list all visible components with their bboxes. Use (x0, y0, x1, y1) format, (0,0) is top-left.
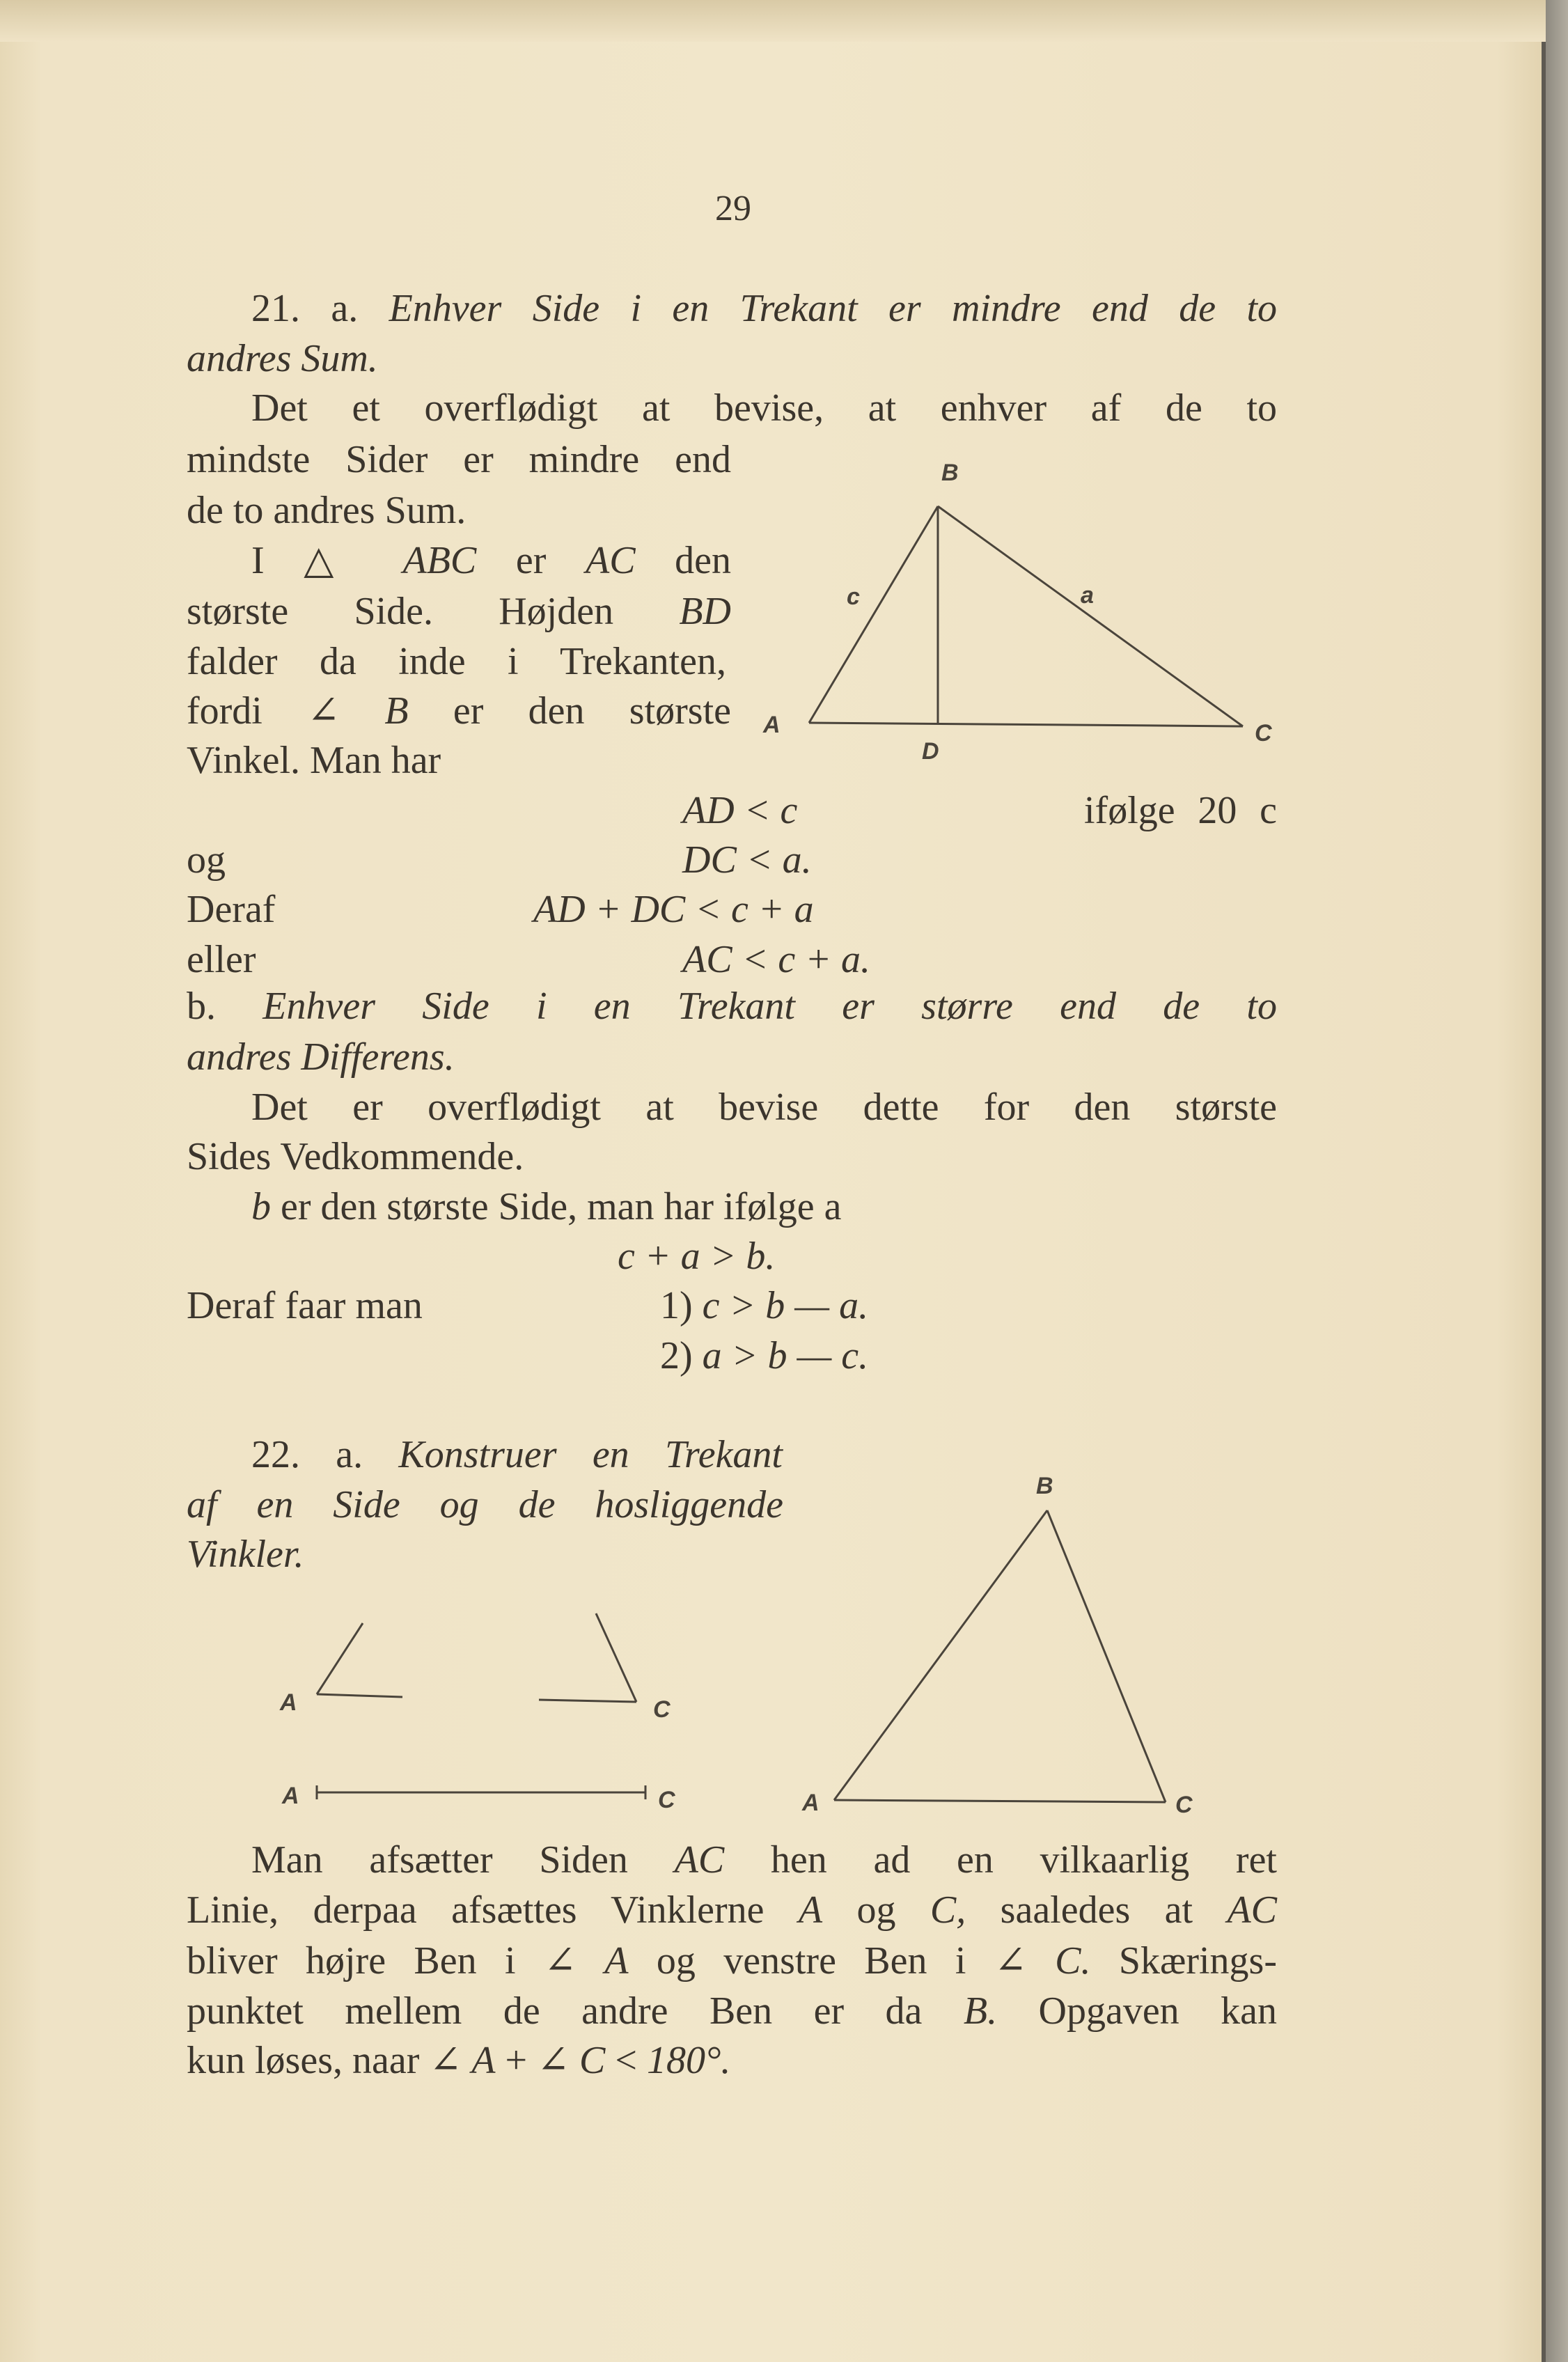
italic-text: andres Differens. (187, 1035, 455, 1079)
figure-given-angles (279, 1613, 675, 1813)
label-tri-a: A (802, 1790, 820, 1816)
angle-a-base (317, 1694, 402, 1697)
text-segment: og (187, 838, 226, 882)
text-segment: 2) (660, 1334, 703, 1377)
italic-text: Vinkler. (187, 1533, 304, 1576)
italic-text: AC < c + a. (682, 938, 870, 981)
label-angle-a: A (280, 1689, 297, 1716)
italic-text: B (384, 689, 409, 733)
text-segment: saaledes at (966, 1888, 1228, 1932)
text-segment: I △ (251, 539, 403, 582)
italic-text: c + a > b. (618, 1235, 776, 1278)
text-segment: er den største (408, 689, 731, 733)
side-b (809, 723, 1243, 726)
side-bc (1047, 1510, 1166, 1802)
text-segment: 1) (660, 1284, 703, 1327)
label-c: C (1255, 720, 1272, 746)
italic-text: C. (1055, 1939, 1091, 1982)
text-segment: < (605, 2039, 647, 2082)
side-ab (834, 1510, 1047, 1800)
label-seg-c: C (658, 1787, 675, 1813)
text-segment: største Side. Højden (187, 590, 680, 633)
italic-text: AC (585, 539, 636, 582)
text-segment: Skærings- (1090, 1939, 1277, 1982)
text-segment: Deraf faar man (187, 1284, 423, 1327)
italic-text: af en Side og de hosliggende (187, 1483, 783, 1526)
text-segment: de to andres Sum. (187, 489, 467, 532)
text-segment: hen ad en vilkaarlig ret (724, 1838, 1277, 1882)
text-segment: den (635, 539, 731, 582)
label-tri-b: B (1036, 1473, 1053, 1499)
figure-constructed-triangle (801, 1473, 1193, 1818)
label-tri-c: C (1175, 1792, 1193, 1818)
text-segment: Det et overflødigt at bevise, at enhver af de to (251, 386, 1277, 430)
angle-c-arm (596, 1613, 636, 1702)
italic-text: Enhver Side i en Trekant er større end de to (262, 985, 1277, 1028)
italic-text: b (251, 1185, 271, 1228)
italic-text: B. (963, 1989, 998, 2033)
italic-text: 180°. (646, 2039, 731, 2082)
label-b: B (941, 460, 959, 486)
italic-text: A (604, 1939, 629, 1982)
text-segment: + ∠ (495, 2039, 580, 2082)
italic-text: C (579, 2039, 606, 2082)
text-segment: falder da inde i Trekanten, (187, 640, 726, 683)
text-segment: er (476, 539, 586, 582)
page-number: 29 (715, 189, 751, 228)
italic-text: AD < c (682, 789, 798, 832)
text-segment: er den største Side, man har ifølge a (271, 1185, 842, 1228)
label-c-side: c (847, 584, 860, 610)
italic-text: AC (1227, 1888, 1277, 1932)
label-angle-c: C (653, 1696, 671, 1723)
text-segment: ifølge 20 c (1084, 789, 1277, 832)
text-segment: eller (187, 938, 256, 981)
italic-text: andres Sum. (187, 337, 378, 380)
angle-a-arm (317, 1623, 363, 1694)
side-c (809, 506, 938, 723)
italic-text: BD (679, 590, 731, 633)
italic-text: A (471, 2039, 496, 2082)
italic-text: a > b — c. (702, 1334, 869, 1377)
text-segment: 22. a. (251, 1433, 399, 1476)
italic-text: C, (930, 1888, 966, 1932)
text-segment: kun løses, naar ∠ (187, 2039, 472, 2082)
text-segment: og (822, 1888, 930, 1932)
label-seg-a: A (282, 1783, 299, 1809)
italic-text: Enhver Side i en Trekant er mindre end de to (389, 287, 1277, 330)
text-segment: Man afsætter Siden (251, 1838, 675, 1882)
side-ac (834, 1800, 1166, 1802)
label-d: D (922, 738, 939, 765)
text-segment: bliver højre Ben i ∠ (187, 1939, 605, 1982)
italic-text: DC < a. (682, 838, 812, 882)
italic-text: c > b — a. (702, 1284, 869, 1327)
text-segment: b. (187, 985, 263, 1028)
italic-text: Konstruer en Trekant (398, 1433, 783, 1476)
italic-text: A (798, 1888, 823, 1932)
label-a-side: a (1081, 582, 1094, 609)
text-segment: Vinkel. Man har (187, 739, 441, 782)
text-segment: Linie, derpaa afsættes Vinklerne (187, 1888, 799, 1932)
side-a (938, 506, 1243, 726)
text-segment: mindste Sider er mindre end (187, 438, 731, 481)
text-segment: Sides Vedkommende. (187, 1135, 524, 1178)
text-segment: 21. a. (251, 287, 389, 330)
italic-text: AC (674, 1838, 725, 1882)
figure-triangle-abc-altitude (762, 460, 1272, 765)
text-segment: Det er overflødigt at bevise dette for den største (251, 1086, 1277, 1129)
text-segment: Deraf (187, 888, 276, 931)
angle-c-base (539, 1700, 636, 1702)
italic-text: ABC (402, 539, 477, 582)
text-segment: punktet mellem de andre Ben er da (187, 1989, 964, 2033)
text-segment: fordi ∠ (187, 689, 385, 733)
text-segment: Opgaven kan (997, 1989, 1277, 2033)
italic-text: AD + DC < c + a (533, 888, 814, 931)
label-a: A (763, 712, 781, 738)
text-segment: og venstre Ben i ∠ (628, 1939, 1056, 1982)
